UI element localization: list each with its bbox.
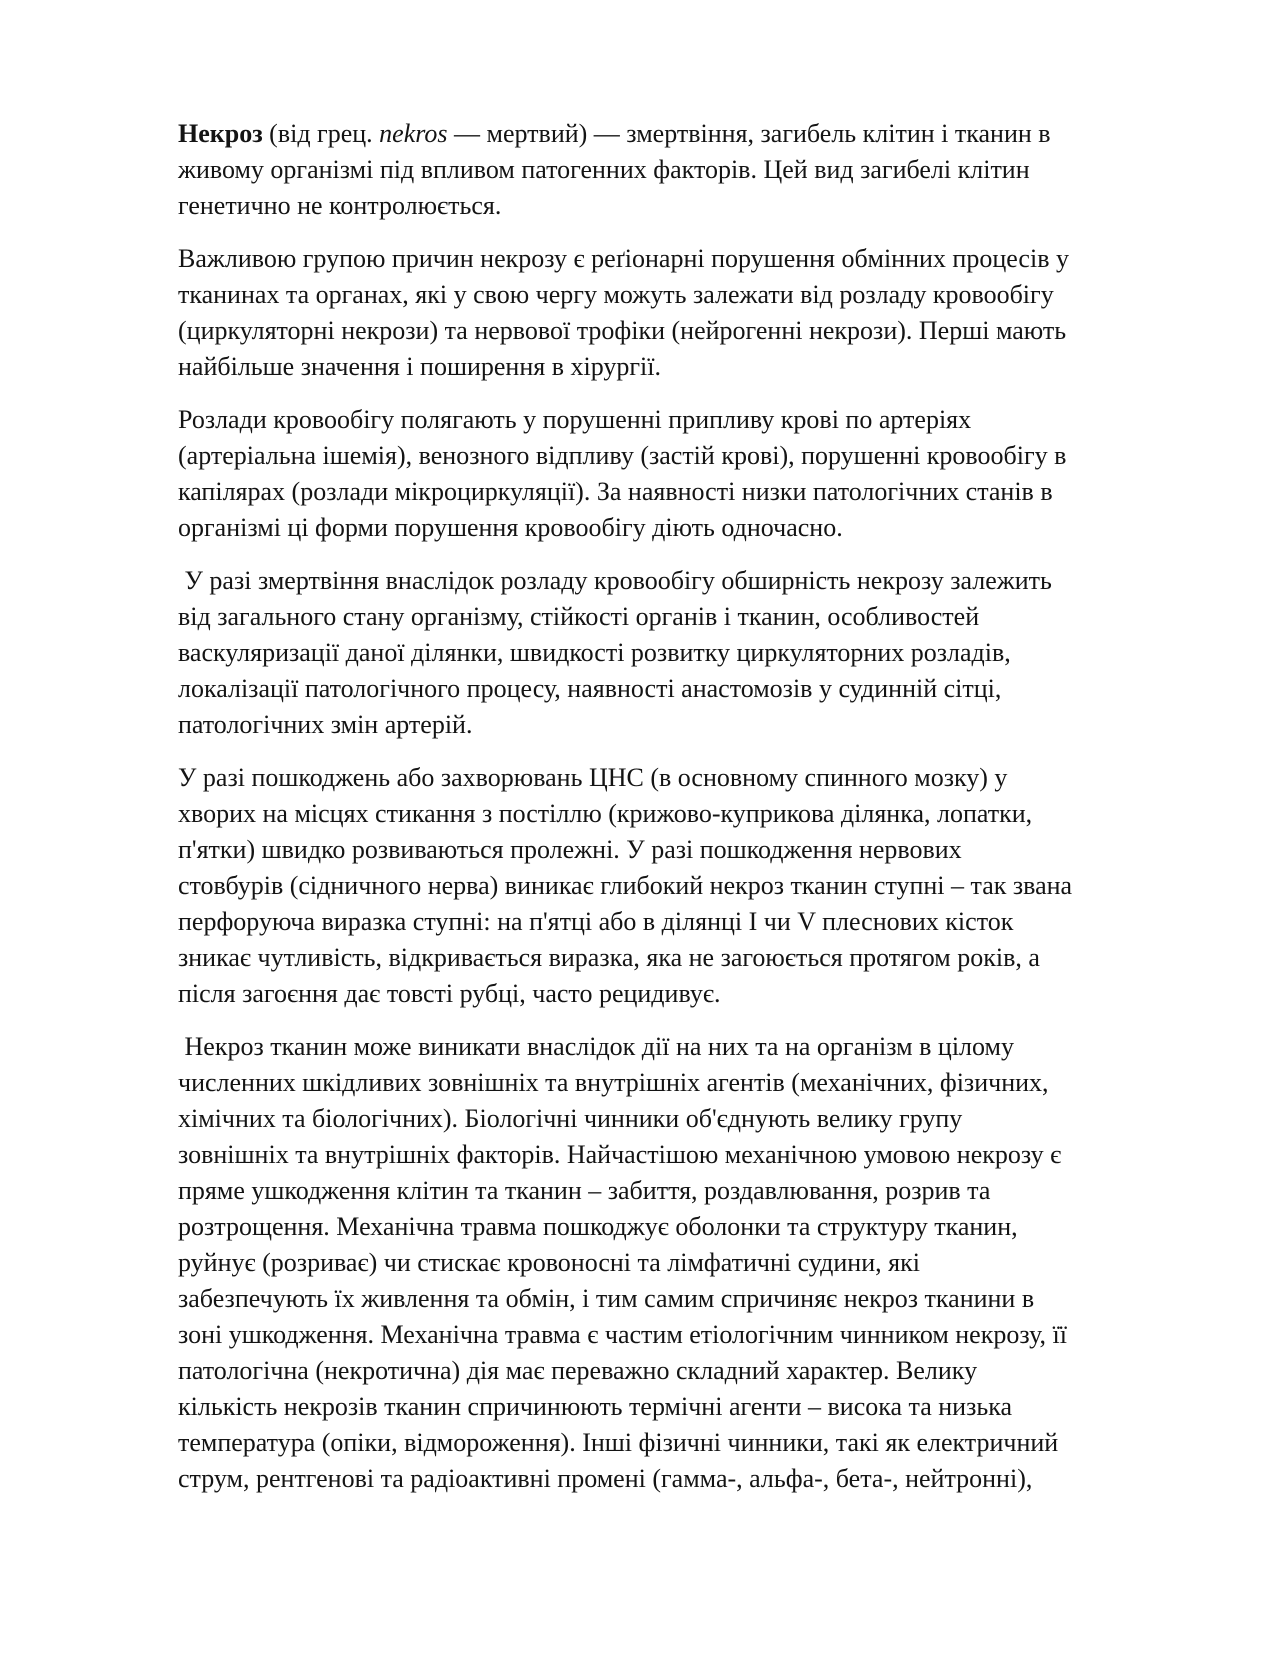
text-line: найбільше значення і поширення в хірургії. [178,352,661,381]
text-line: п'ятки) швидко розвиваються пролежні. У разі пошкодження нервових [178,835,962,864]
text-line: від загального стану організму, стійкості органів і тканин, особливостей [178,602,980,631]
text-line: руйнує (розриває) чи стискає кровоносні та лімфатичні судини, які [178,1248,920,1277]
text-line: локалізації патологічного процесу, наявності анастомозів у судинній сітці, [178,674,1002,703]
text-line: перфоруюча виразка ступні: на п'ятці або в ділянці I чи V плеснових кісток [178,907,1014,936]
text-line: забезпечують їх живлення та обмін, і тим самим спричиняє некроз тканини в [178,1284,1035,1313]
paragraph-1 [178,116,1193,224]
text-line: струм, рентгенові та радіоактивні промені (гамма-, альфа-, бета-, нейтронні), [178,1464,1033,1493]
text-line: У разі змертвіння внаслідок розладу кровообігу обширність некрозу залежить [178,566,1052,595]
text-line: патологічна (некротична) дія має переважно складний характер. Велику [178,1356,978,1385]
text-line: зоні ушкодження. Механічна травма є частим етіологічним чинником некрозу, її [178,1320,1067,1349]
text-line: організмі ці форми порушення кровообігу діють одночасно. [178,513,843,542]
term-heading: Некроз [178,119,263,148]
document-page [178,116,1193,1514]
text-line: зникає чутливість, відкривається виразка, яка не загоюється протягом років, а [178,943,1040,972]
text-line: кількість некрозів тканин спричинюють термічні агенти – висока та низька [178,1392,1012,1421]
text-line: тканинах та органах, які у свою чергу можуть залежати від розладу кровообігу [178,280,1054,309]
text-line: васкуляризації даної ділянки, швидкості розвитку циркуляторних розладів, [178,638,1011,667]
text-line: (циркуляторні некрози) та нервової трофіки (нейрогенні некрози). Перші мають [178,316,1067,345]
text-line: живому організмі під впливом патогенних факторів. Цей вид загибелі клітин [178,155,1030,184]
text-line: після загоєння дає товсті рубці, часто рецидивує. [178,979,721,1008]
text-line: Некроз тканин може виникати внаслідок дії на них та на організм в цілому [178,1032,1014,1061]
paragraph-4 [178,563,1193,743]
paragraph-3 [178,402,1193,546]
text-line: пряме ушкодження клітин та тканин – забиття, роздавлювання, розрив та [178,1176,991,1205]
text-line: Розлади кровообігу полягають у порушенні припливу крові по артеріях [178,405,972,434]
paragraph-5 [178,760,1193,1012]
paragraph-6 [178,1029,1193,1497]
text-line: капілярах (розлади мікроциркуляції). За наявності низки патологічних станів в [178,477,1053,506]
text-line: температура (опіки, відмороження). Інші фізичні чинники, такі як електричний [178,1428,1059,1457]
text-line: численних шкідливих зовнішніх та внутрішніх агентів (механічних, фізичних, [178,1068,1049,1097]
paragraph-2 [178,241,1193,385]
text-line: стовбурів (сідничного нерва) виникає глибокий некроз тканин ступні – так звана [178,871,1073,900]
text-line: Важливою групою причин некрозу є реґіонарні порушення обмінних процесів у [178,244,1069,273]
greek-term: nekros [379,119,448,148]
text-line: генетично не контролюється. [178,191,502,220]
text-line: (артеріальна ішемія), венозного відпливу (застій крові), порушенні кровообігу в [178,441,1067,470]
text-line: розтрощення. Механічна травма пошкоджує оболонки та структуру тканин, [178,1212,1018,1241]
text-line: патологічних змін артерій. [178,710,473,739]
text-line: зовнішніх та внутрішніх факторів. Найчастішою механічною умовою некрозу є [178,1140,1062,1169]
text-segment: — мертвий) — змертвіння, загибель клітин і тканин в [447,119,1051,148]
text-line: хворих на місцях стикання з постіллю (крижово-куприкова ділянка, лопатки, [178,799,1033,828]
text-segment: (від грец. [262,119,380,148]
text-line: У разі пошкоджень або захворювань ЦНС (в основному спинного мозку) у [178,763,1008,792]
text-line [178,116,1193,152]
text-line: хімічних та біологічних). Біологічні чинники об'єднують велику групу [178,1104,963,1133]
